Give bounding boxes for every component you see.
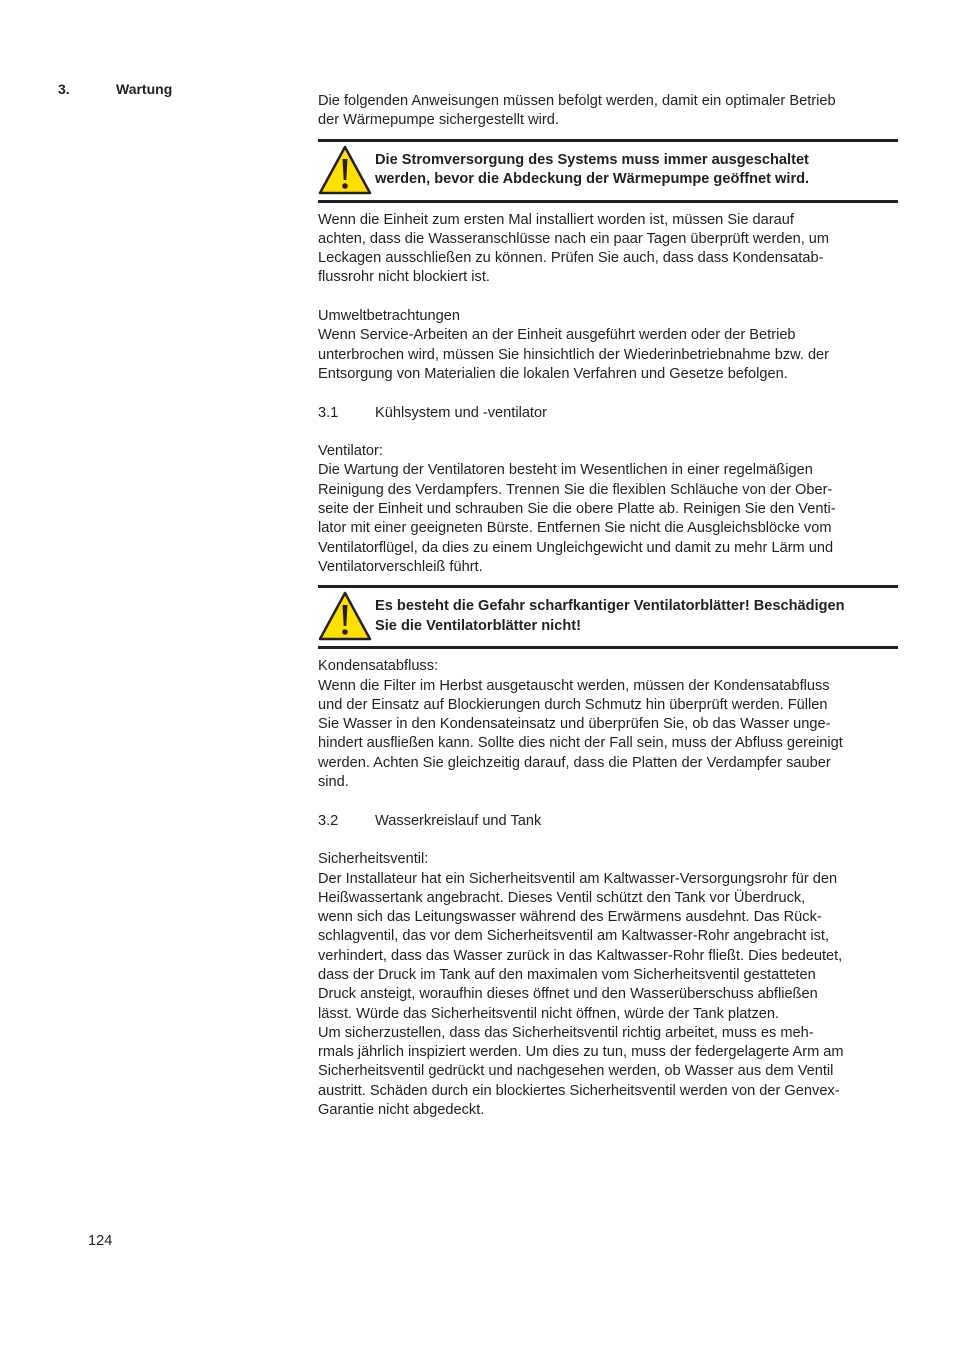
section-title: Wartung — [116, 81, 173, 97]
subsection-number: 3.1 — [318, 404, 339, 421]
ventilator-paragraph: Die Wartung der Ventilatoren besteht im Wesentlichen in einer regelmäßigen Reinigung des Verdampfers. Trennen Sie die flexiblen Schläuche von der Ober- seite der Einheit und schrauben Sie die obere Platte ab. Reinigen Sie den Venti- lator mit einer geeigneten Bürste. Entfernen Sie nicht die Ausgleichsblöcke vom Ventilatorflügel, da dies zu einem Ungleichgewicht und damit zu mehr Lärm und Ventilatorverschleiß führt. — [318, 462, 836, 575]
section-number: 3. — [58, 81, 70, 97]
intro-paragraph: Die folgenden Anweisungen müssen befolgt werden, damit ein optimaler Betrieb der Wärmepumpe sichergestellt wird. — [318, 93, 836, 129]
condensate-paragraph: Wenn die Filter im Herbst ausgetauscht werden, müssen der Kondensatabfluss und der Einsatz auf Blockierungen durch Schmutz hin überprüft werden. Füllen Sie Wasser in den Kondensateinsatz und überprüfen Sie, ob das Wasser unge- hindert ausfließen kann. Sollte dies nicht der Fall sein, muss der Abfluss gereinigt werden. Achten Sie gleichzeitig darauf, dass die Platten der Verdampfer sauber sind. — [318, 677, 843, 791]
environment-heading: Umweltbetrachtungen — [318, 308, 460, 325]
subsection-heading-3-2 — [318, 812, 898, 831]
warning-triangle-icon — [318, 145, 372, 195]
first-install-paragraph: Wenn die Einheit zum ersten Mal installiert worden ist, müssen Sie darauf achten, dass die Wasseranschlüsse nach ein paar Tagen überprüft werden, um Leckagen ausschließen zu können. Prüfen Sie auch, dass dass Kondensatab- flussrohr nicht blockiert ist. — [318, 211, 830, 286]
page-number: 124 — [88, 1233, 113, 1249]
subsection-number: 3.2 — [318, 812, 339, 829]
subsection-heading-3-1 — [318, 404, 898, 423]
environment-paragraph: Wenn Service-Arbeiten an der Einheit ausgeführt werden oder der Betrieb unterbrochen wird, müssen Sie hinsichtlich der Wiederinbetriebnahme bzw. der Entsorgung von Materialien die lokalen Verfahren und Gesetze befolgen. — [318, 327, 830, 382]
subsection-title: Wasserkreislauf und Tank — [375, 812, 542, 829]
warning-text-fan-blades: Es besteht die Gefahr scharfkantiger Ventilatorblätter! Beschädigen Sie die Ventilatorblätter nicht! — [375, 598, 845, 634]
safety-valve-heading: Sicherheitsventil: — [318, 851, 429, 868]
content-column — [318, 92, 898, 1120]
ventilator-heading: Ventilator: — [318, 443, 383, 460]
warning-box-power — [318, 139, 898, 203]
warning-triangle-icon — [318, 591, 372, 641]
condensate-heading: Kondensatabfluss: — [318, 658, 439, 675]
warning-text-power: Die Stromversorgung des Systems muss immer ausgeschaltet werden, bevor die Abdeckung der Wärmepumpe geöffnet wird. — [375, 151, 810, 187]
warning-box-fan-blades — [318, 585, 898, 649]
subsection-title: Kühlsystem und -ventilator — [375, 404, 547, 421]
safety-valve-paragraph: Der Installateur hat ein Sicherheitsventil am Kaltwasser-Versorgungsrohr für den Heißwassertank angebracht. Dieses Ventil schützt den Tank vor Überdruck, wenn sich das Leitungswasser während des Erwärmens ausdehnt. Das Rück- schlagventil, das vor dem Sicherheitsventil am Kaltwasser-Rohr angebracht ist, verhindert, dass das Wasser zurück in das Kaltwasser-Rohr fließt. Dies bedeutet, dass der Druck im Tank auf den maximalen vom Sicherheitsventil gestatteten Druck ansteigt, woraufhin dieses öffnet und den Wasserüberschuss abfließen lässt. Würde das Sicherheitsventil nicht öffnen, würde der Tank platzen. Um sicherzustellen, dass das Sicherheitsventil richtig arbeitet, muss es meh- rmals jährlich inspiziert werden. Um dies zu tun, muss der federgelagerte Arm am Sicherheitsventil gedrückt und nachgesehen werden, ob Wasser aus dem Ventil austritt. Schäden durch ein blockiertes Sicherheitsventil werden von der Genvex- Garantie nicht abgedeckt. — [318, 870, 844, 1119]
